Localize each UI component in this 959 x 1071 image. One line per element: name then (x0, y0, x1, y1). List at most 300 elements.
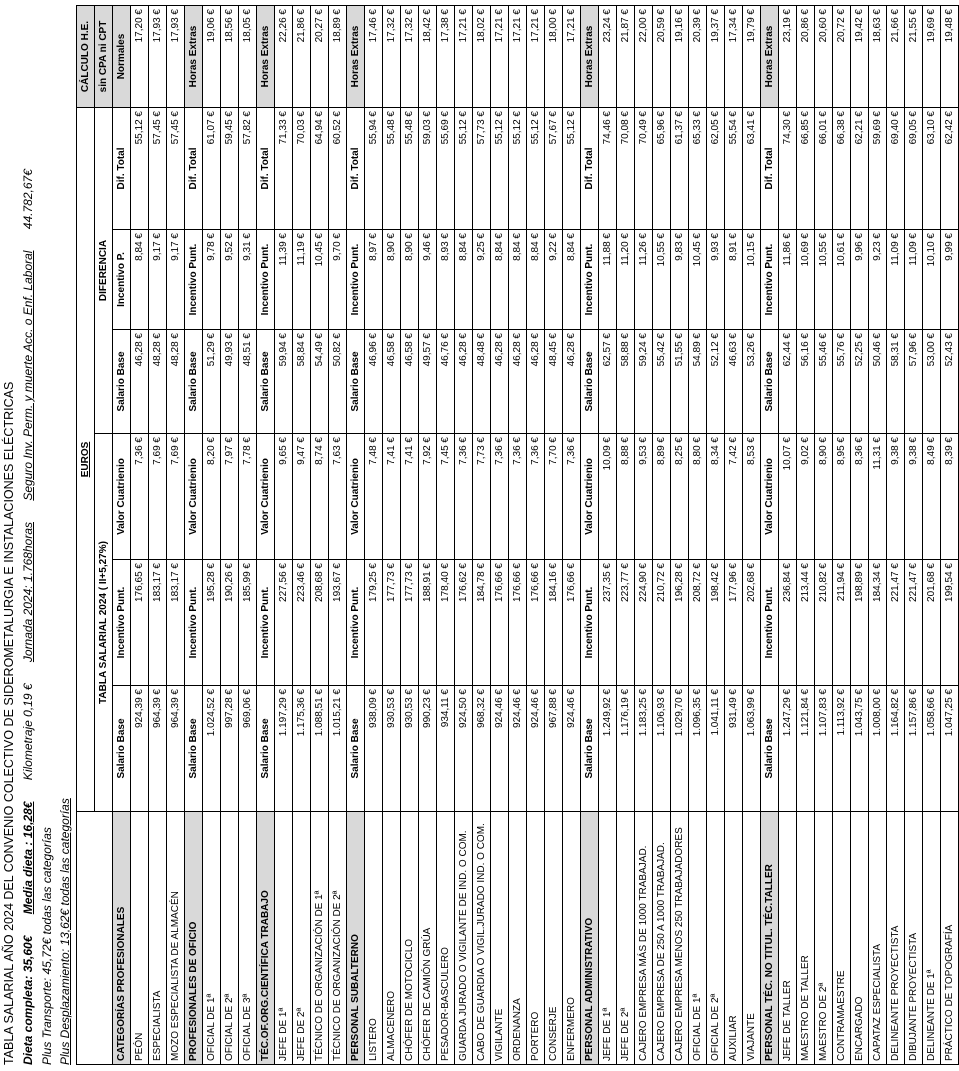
cell-value: 8,89 € (653, 434, 671, 560)
cell-value: 20,39 € (689, 6, 707, 108)
table-row (293, 6, 311, 1065)
plus-transporte: Plus Transporte: 45,72€ todas las categorías (40, 827, 54, 1065)
cell-value: 9,25 € (473, 230, 491, 330)
table-row (401, 6, 419, 1065)
cell-value: 198,42 € (707, 560, 725, 686)
cell-value: 8,39 € (941, 434, 959, 560)
table-row (797, 6, 815, 1065)
cell-value: 60,52 € (329, 108, 347, 230)
category-name: TÉCNICO DE ORGANIZACIÓN DE 2ª (329, 812, 347, 1065)
cell-value: 1.047,25 € (941, 686, 959, 812)
cell-value: 7,73 € (473, 434, 491, 560)
cell-value: 70,03 € (293, 108, 311, 230)
section-col-header: Valor Cuatrienio (581, 434, 599, 560)
cell-value: 19,48 € (941, 6, 959, 108)
cell-value: 221,47 € (905, 560, 923, 686)
category-name: OFICIAL DE 3ª (239, 812, 257, 1065)
cell-value: 17,32 € (383, 6, 401, 108)
cell-value: 17,21 € (527, 6, 545, 108)
cell-value: 58,88 € (617, 330, 635, 434)
cell-value: 1.175,36 € (293, 686, 311, 812)
cell-value: 46,63 € (725, 330, 743, 434)
cell-value: 71,33 € (275, 108, 293, 230)
header-row-mid (95, 6, 113, 1065)
table-row (653, 6, 671, 1065)
section-col-header: Incentivo Punt. (761, 230, 779, 330)
category-name: OFICIAL DE 1ª (203, 812, 221, 1065)
cell-value: 58,84 € (293, 330, 311, 434)
section-col-header: Salario Base (257, 686, 275, 812)
cell-value: 10,55 € (653, 230, 671, 330)
cell-value: 46,76 € (437, 330, 455, 434)
cell-value: 924,46 € (509, 686, 527, 812)
cell-value: 18,02 € (473, 6, 491, 108)
cell-value: 9,78 € (203, 230, 221, 330)
cell-value: 22,26 € (275, 6, 293, 108)
cell-value: 9,99 € (941, 230, 959, 330)
cell-value: 9,53 € (635, 434, 653, 560)
table-row (869, 6, 887, 1065)
cell-value: 63,10 € (923, 108, 941, 230)
table-row (167, 6, 185, 1065)
cell-value: 7,36 € (491, 434, 509, 560)
section-col-header: Incentivo Punt. (581, 230, 599, 330)
cell-value: 8,88 € (617, 434, 635, 560)
cell-value: 183,17 € (167, 560, 185, 686)
cell-value: 8,84 € (527, 230, 545, 330)
cell-value: 224,90 € (635, 560, 653, 686)
document-title: TABLA SALARIAL AÑO 2024 DEL CONVENIO COLECTIVO DE SIDEROMETALURGIA E INSTALACIONES ELÉCTRICAS (2, 381, 16, 1065)
cell-value: 924,50 € (455, 686, 473, 812)
dieta-completa: Dieta completa: 35,60€ (21, 935, 35, 1065)
cell-value: 66,38 € (833, 108, 851, 230)
cell-value: 8,90 € (383, 230, 401, 330)
cell-value: 18,89 € (329, 6, 347, 108)
cell-value: 10,15 € (743, 230, 761, 330)
category-name: DELINEANTE PROYECTISTA (887, 812, 905, 1065)
cell-value: 176,66 € (563, 560, 581, 686)
cell-value: 930,53 € (401, 686, 419, 812)
cell-value: 9,65 € (275, 434, 293, 560)
cell-value: 17,46 € (365, 6, 383, 108)
table-row (563, 6, 581, 1065)
section-label: PERSONAL SUBALTERNO (347, 812, 365, 1065)
cell-value: 7,78 € (239, 434, 257, 560)
cell-value: 11,09 € (887, 230, 905, 330)
table-row (221, 6, 239, 1065)
cell-value: 70,49 € (635, 108, 653, 230)
category-name: CAJERO EMPRESA DE 250 A 1000 TRABAJAD. (653, 812, 671, 1065)
section-col-header: Salario Base (185, 330, 203, 434)
cell-value: 23,24 € (599, 6, 617, 108)
table-row (131, 6, 149, 1065)
cell-value: 195,28 € (203, 560, 221, 686)
cell-value: 52,25 € (851, 330, 869, 434)
cell-value: 179,25 € (365, 560, 383, 686)
cell-value: 237,35 € (599, 560, 617, 686)
cell-value: 213,44 € (797, 560, 815, 686)
table-row (329, 6, 347, 1065)
cell-value: 8,84 € (563, 230, 581, 330)
section-col-header: Dif. Total (185, 108, 203, 230)
cell-value: 223,46 € (293, 560, 311, 686)
cell-value: 62,21 € (851, 108, 869, 230)
cell-value: 48,51 € (239, 330, 257, 434)
cell-value: 56,16 € (797, 330, 815, 434)
section-col-header: Valor Cuatrienio (761, 434, 779, 560)
cell-value: 10,45 € (689, 230, 707, 330)
cell-value: 1.043,75 € (851, 686, 869, 812)
table-row (779, 6, 797, 1065)
cell-value: 7,42 € (725, 434, 743, 560)
cell-value: 74,46 € (599, 108, 617, 230)
cell-value: 8,53 € (743, 434, 761, 560)
cell-value: 10,09 € (599, 434, 617, 560)
cell-value: 1.197,29 € (275, 686, 293, 812)
col-header: Incentivo P. (113, 230, 131, 330)
cell-value: 1.107,83 € (815, 686, 833, 812)
cell-value: 1.024,52 € (203, 686, 221, 812)
cell-value: 53,26 € (743, 330, 761, 434)
category-name: DELINEANTE DE 1ª (923, 812, 941, 1065)
cell-value: 10,07 € (779, 434, 797, 560)
section-col-header: Incentivo Punt. (761, 560, 779, 686)
cell-value: 202,68 € (743, 560, 761, 686)
cell-value: 20,60 € (815, 6, 833, 108)
category-name: AUXILIAR (725, 812, 743, 1065)
cell-value: 1.113,92 € (833, 686, 851, 812)
cell-value: 8,49 € (923, 434, 941, 560)
cell-value: 55,12 € (455, 108, 473, 230)
cell-value: 208,72 € (689, 560, 707, 686)
cell-value: 7,41 € (383, 434, 401, 560)
category-name: CHÓFER DE CAMIÓN GRÚA (419, 812, 437, 1065)
section-col-header: Incentivo Punt. (185, 560, 203, 686)
section-col-header: Dif. Total (581, 108, 599, 230)
cell-value: 48,28 € (149, 330, 167, 434)
header-row-cols (113, 6, 131, 1065)
cell-value: 19,69 € (923, 6, 941, 108)
cell-value: 17,38 € (437, 6, 455, 108)
category-name: ESPECIALISTA (149, 812, 167, 1065)
normales-header: Normales (113, 6, 131, 108)
section-col-header: Salario Base (257, 330, 275, 434)
table-row (617, 6, 635, 1065)
section-header-row (347, 6, 365, 1065)
table-row (491, 6, 509, 1065)
cell-value: 176,66 € (491, 560, 509, 686)
table-row (941, 6, 959, 1065)
table-row (545, 6, 563, 1065)
euros-header: EUROS (77, 108, 95, 812)
section-col-header: Incentivo Punt. (581, 560, 599, 686)
cell-value: 57,45 € (167, 108, 185, 230)
cell-value: 59,69 € (869, 108, 887, 230)
section-col-header: Horas Extras (581, 6, 599, 108)
category-name: PEÓN (131, 812, 149, 1065)
table-row (365, 6, 383, 1065)
cell-value: 18,56 € (221, 6, 239, 108)
section-header-row (581, 6, 599, 1065)
section-col-header: Valor Cuatrienio (185, 434, 203, 560)
category-name: CONTRAMAESTRE (833, 812, 851, 1065)
cell-value: 176,65 € (131, 560, 149, 686)
cell-value: 66,85 € (797, 108, 815, 230)
category-name: ALMACENERO (383, 812, 401, 1065)
cell-value: 51,55 € (671, 330, 689, 434)
category-name: CABO DE GUARDIA O VIGIL.JURADO IND. O COM. (473, 812, 491, 1065)
cell-value: 8,84 € (491, 230, 509, 330)
section-header-row (257, 6, 275, 1065)
section-col-header: Incentivo Punt. (347, 560, 365, 686)
cell-value: 236,84 € (779, 560, 797, 686)
section-col-header: Horas Extras (761, 6, 779, 108)
cell-value: 1.058,66 € (923, 686, 941, 812)
cell-value: 18,00 € (545, 6, 563, 108)
cell-value: 20,86 € (797, 6, 815, 108)
category-name: JEFE DE TALLER (779, 812, 797, 1065)
cell-value: 10,69 € (797, 230, 815, 330)
cell-value: 8,95 € (833, 434, 851, 560)
calculo-sub-header: sin CPA ni CPT (95, 6, 113, 108)
section-col-header: Incentivo Punt. (257, 560, 275, 686)
cell-value: 931,49 € (725, 686, 743, 812)
cell-value: 46,28 € (563, 330, 581, 434)
categorias-header: CATEGORÍAS PROFESIONALES (113, 812, 131, 1065)
cell-value: 57,45 € (149, 108, 167, 230)
cell-value: 50,46 € (869, 330, 887, 434)
cell-value: 9,23 € (869, 230, 887, 330)
cell-value: 62,57 € (599, 330, 617, 434)
cell-value: 1.015,21 € (329, 686, 347, 812)
table-row (833, 6, 851, 1065)
cell-value: 17,21 € (455, 6, 473, 108)
section-col-header: Valor Cuatrienio (347, 434, 365, 560)
category-name: MAESTRO DE TALLER (797, 812, 815, 1065)
cell-value: 7,36 € (509, 434, 527, 560)
cell-value: 10,10 € (923, 230, 941, 330)
section-col-header: Dif. Total (257, 108, 275, 230)
category-name: JEFE DE 1ª (275, 812, 293, 1065)
cell-value: 8,74 € (311, 434, 329, 560)
category-name: MOZO ESPECIALISTA DE ALMACÉN (167, 812, 185, 1065)
table-row (473, 6, 491, 1065)
cell-value: 62,44 € (779, 330, 797, 434)
category-name: ORDENANZA (509, 812, 527, 1065)
cell-value: 1.041,11 € (707, 686, 725, 812)
category-name: ENFERMERO (563, 812, 581, 1065)
cell-value: 46,28 € (509, 330, 527, 434)
cell-value: 176,66 € (527, 560, 545, 686)
category-name: JEFE DE 2ª (293, 812, 311, 1065)
cell-value: 1.157,86 € (905, 686, 923, 812)
cell-value: 11,88 € (599, 230, 617, 330)
salary-table-body (131, 6, 959, 1065)
cell-value: 20,72 € (833, 6, 851, 108)
cell-value: 8,36 € (851, 434, 869, 560)
section-col-header: Dif. Total (761, 108, 779, 230)
table-row (725, 6, 743, 1065)
cell-value: 184,34 € (869, 560, 887, 686)
cell-value: 7,36 € (527, 434, 545, 560)
cell-value: 8,25 € (671, 434, 689, 560)
cell-value: 55,69 € (437, 108, 455, 230)
cell-value: 196,28 € (671, 560, 689, 686)
cell-value: 20,27 € (311, 6, 329, 108)
table-row (383, 6, 401, 1065)
salary-table-wrap (76, 6, 959, 1065)
category-name: PRÁCTICO DE TOPOGRAFÍA (941, 812, 959, 1065)
cell-value: 17,21 € (563, 6, 581, 108)
cell-value: 59,24 € (635, 330, 653, 434)
col-header: Valor Cuatrienio (113, 434, 131, 560)
cell-value: 198,89 € (851, 560, 869, 686)
cell-value: 199,54 € (941, 560, 959, 686)
section-col-header: Incentivo Punt. (257, 230, 275, 330)
cell-value: 17,32 € (401, 6, 419, 108)
table-row (239, 6, 257, 1065)
cell-value: 11,31 € (869, 434, 887, 560)
cell-value: 968,32 € (473, 686, 491, 812)
cell-value: 46,58 € (401, 330, 419, 434)
cell-value: 1.063,99 € (743, 686, 761, 812)
cell-value: 9,96 € (851, 230, 869, 330)
cell-value: 17,21 € (509, 6, 527, 108)
cell-value: 177,73 € (383, 560, 401, 686)
cell-value: 8,93 € (437, 230, 455, 330)
cell-value: 1.164,82 € (887, 686, 905, 812)
section-col-header: Horas Extras (257, 6, 275, 108)
cell-value: 9,17 € (149, 230, 167, 330)
cell-value: 11,39 € (275, 230, 293, 330)
category-name: CAPATAZ ESPECIALISTA (869, 812, 887, 1065)
cell-value: 1.121,84 € (797, 686, 815, 812)
cell-value: 7,48 € (365, 434, 383, 560)
cell-value: 55,94 € (365, 108, 383, 230)
category-name: ENCARGADO (851, 812, 869, 1065)
cell-value: 997,28 € (221, 686, 239, 812)
table-row (707, 6, 725, 1065)
table-row (509, 6, 527, 1065)
cell-value: 969,06 € (239, 686, 257, 812)
cell-value: 9,52 € (221, 230, 239, 330)
cell-value: 21,86 € (293, 6, 311, 108)
cell-value: 11,26 € (635, 230, 653, 330)
cell-value: 184,78 € (473, 560, 491, 686)
category-name: OFICIAL DE 1ª (689, 812, 707, 1065)
cell-value: 201,68 € (923, 560, 941, 686)
cell-value: 63,41 € (743, 108, 761, 230)
category-name: DIBUJANTE PROYECTISTA (905, 812, 923, 1065)
category-name: PORTERO (527, 812, 545, 1065)
plus-desplazamiento: Plus Desplazamiento: 13,62€ todas las categorías (58, 798, 72, 1065)
cell-value: 1.096,35 € (689, 686, 707, 812)
cell-value: 59,94 € (275, 330, 293, 434)
category-name: CHÓFER DE MOTOCICLO (401, 812, 419, 1065)
cell-value: 65,96 € (653, 108, 671, 230)
cell-value: 46,28 € (527, 330, 545, 434)
cell-value: 7,45 € (437, 434, 455, 560)
table-row (635, 6, 653, 1065)
cell-value: 55,48 € (401, 108, 419, 230)
cell-value: 221,47 € (887, 560, 905, 686)
cell-value: 177,73 € (401, 560, 419, 686)
table-row (599, 6, 617, 1065)
cell-value: 9,22 € (545, 230, 563, 330)
cell-value: 1.106,93 € (653, 686, 671, 812)
table-row (743, 6, 761, 1065)
cell-value: 57,73 € (473, 108, 491, 230)
table-row (905, 6, 923, 1065)
cell-value: 7,41 € (401, 434, 419, 560)
cell-value: 55,12 € (563, 108, 581, 230)
cell-value: 55,12 € (131, 108, 149, 230)
table-row (311, 6, 329, 1065)
cell-value: 964,39 € (167, 686, 185, 812)
cell-value: 9,31 € (239, 230, 257, 330)
cell-value: 10,55 € (815, 230, 833, 330)
cell-value: 48,28 € (167, 330, 185, 434)
cell-value: 8,84 € (455, 230, 473, 330)
cell-value: 23,19 € (779, 6, 797, 108)
cell-value: 17,93 € (167, 6, 185, 108)
cell-value: 61,07 € (203, 108, 221, 230)
cell-value: 62,05 € (707, 108, 725, 230)
table-row (527, 6, 545, 1065)
cell-value: 53,00 € (923, 330, 941, 434)
cell-value: 17,93 € (149, 6, 167, 108)
category-name: CAJERO EMPRESA MENOS 250 TRABAJADORES (671, 812, 689, 1065)
cell-value: 938,09 € (365, 686, 383, 812)
cell-value: 19,16 € (671, 6, 689, 108)
cell-value: 55,12 € (509, 108, 527, 230)
section-col-header: Horas Extras (185, 6, 203, 108)
cell-value: 20,59 € (653, 6, 671, 108)
cell-value: 208,68 € (311, 560, 329, 686)
cell-value: 51,29 € (203, 330, 221, 434)
cell-value: 55,54 € (725, 108, 743, 230)
cell-value: 223,77 € (617, 560, 635, 686)
col-header: Incentivo Punt. (113, 560, 131, 686)
cell-value: 61,37 € (671, 108, 689, 230)
cell-value: 9,02 € (797, 434, 815, 560)
cell-value: 11,09 € (905, 230, 923, 330)
col-header: Dif. Total (113, 108, 131, 230)
cell-value: 176,62 € (455, 560, 473, 686)
section-label: TÉC.OF.ORG.CIENTÍFICA TRABAJO (257, 812, 275, 1065)
table-row (419, 6, 437, 1065)
section-col-header: Horas Extras (347, 6, 365, 108)
cell-value: 193,67 € (329, 560, 347, 686)
category-name: LISTERO (365, 812, 383, 1065)
table-row (437, 6, 455, 1065)
cell-value: 7,92 € (419, 434, 437, 560)
category-name: MAESTRO DE 2ª (815, 812, 833, 1065)
cell-value: 210,82 € (815, 560, 833, 686)
cell-value: 1.176,19 € (617, 686, 635, 812)
cell-value: 930,53 € (383, 686, 401, 812)
cell-value: 8,84 € (509, 230, 527, 330)
cell-value: 9,70 € (329, 230, 347, 330)
cell-value: 8,91 € (725, 230, 743, 330)
tabla-salarial-header: TABLA SALARIAL 2024 ( II+5,27%) (95, 434, 113, 812)
cell-value: 9,17 € (167, 230, 185, 330)
table-row (149, 6, 167, 1065)
section-col-header: Salario Base (761, 330, 779, 434)
cell-value: 185,99 € (239, 560, 257, 686)
cell-value: 46,96 € (365, 330, 383, 434)
cell-value: 11,20 € (617, 230, 635, 330)
